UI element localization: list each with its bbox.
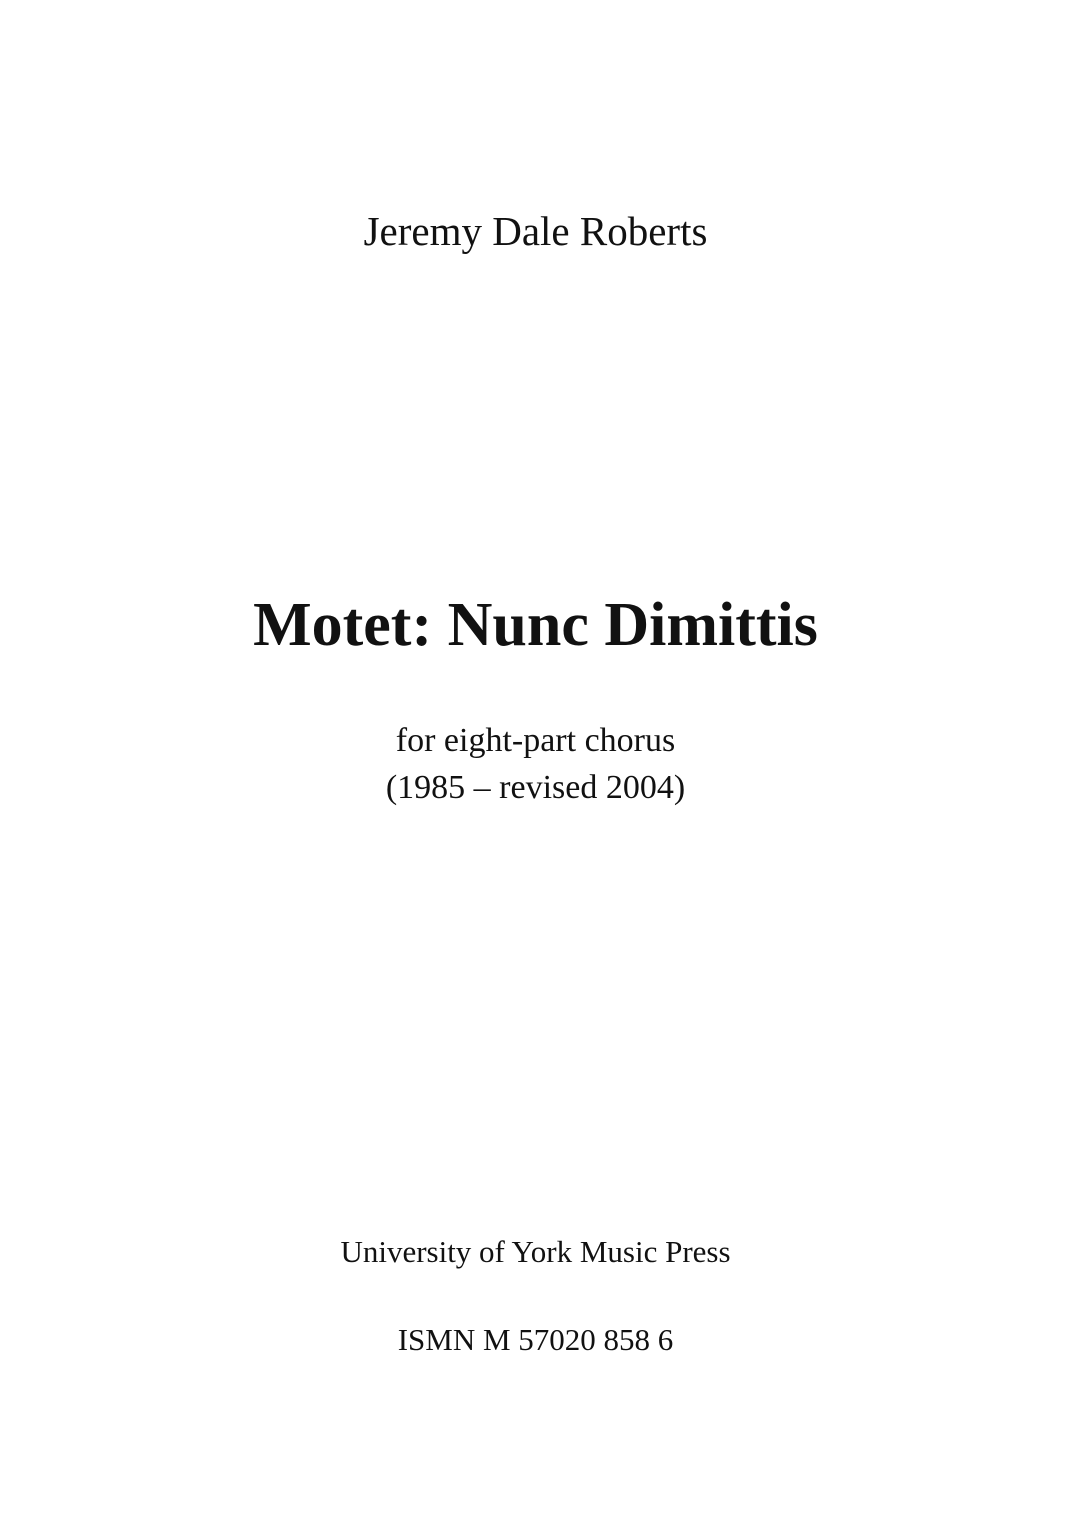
publisher-name: University of York Music Press: [340, 1234, 731, 1269]
composer-name: Jeremy Dale Roberts: [363, 208, 708, 254]
work-title: Motet: Nunc Dimittis: [253, 591, 818, 659]
composition-dates: (1985 – revised 2004): [385, 769, 686, 806]
ismn-number: ISMN M 57020 858 6: [397, 1322, 674, 1357]
scoring-subtitle: for eight-part chorus: [395, 722, 676, 759]
